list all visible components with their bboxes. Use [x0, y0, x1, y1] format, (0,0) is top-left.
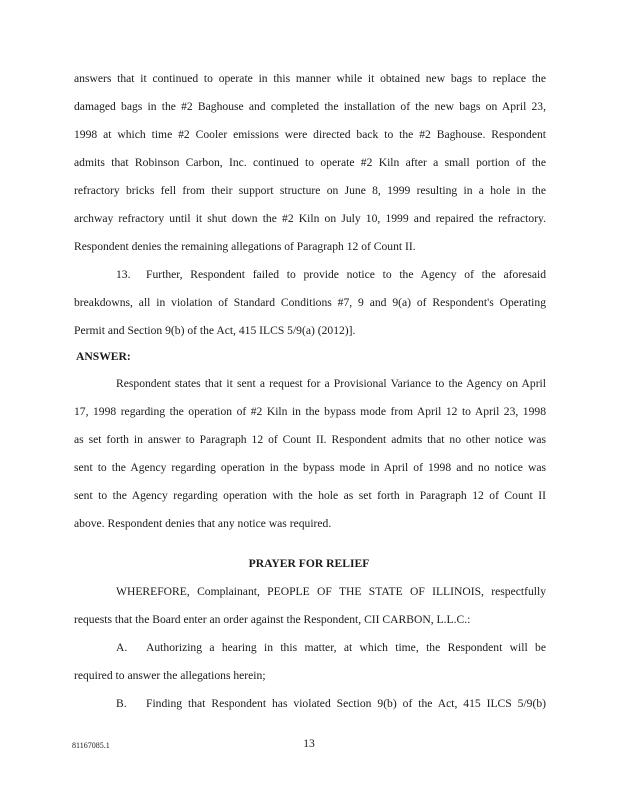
body-line: Authorizing a hearing in this matter, at which time, the Respondent will be	[146, 641, 546, 654]
body-line: archway refractory until it shut down the #2 Kiln on July 10, 1999 and repaired the refractory.	[74, 212, 546, 225]
body-line: above. Respondent denies that any notice was required.	[74, 517, 332, 530]
body-line: Permit and Section 9(b) of the Act, 415 ILCS 5/9(a) (2012)].	[74, 324, 356, 337]
body-line: 1998 at which time #2 Cooler emissions were directed back to the #2 Baghouse. Respondent	[74, 128, 546, 141]
body-line: as set forth in answer to Paragraph 12 of Count II. Respondent admits that no other notice was	[74, 433, 546, 446]
body-line: requests that the Board enter an order against the Respondent, CII CARBON, L.L.C.:	[74, 613, 471, 626]
paragraph-number: 13.	[116, 268, 131, 281]
body-line: 17, 1998 regarding the operation of #2 Kiln in the bypass mode from April 12 to April 23, 1998	[74, 405, 546, 418]
body-line: WHEREFORE, Complainant, PEOPLE OF THE STATE OF ILLINOIS, respectfully	[116, 585, 546, 598]
item-letter: B.	[116, 697, 127, 710]
body-line: admits that Robinson Carbon, Inc. continued to operate #2 Kiln after a small portion of the	[74, 156, 546, 169]
item-letter: A.	[116, 641, 128, 654]
body-line: sent to the Agency regarding operation with the hole as set forth in Paragraph 12 of Count II	[74, 489, 546, 502]
body-line: sent to the Agency regarding operation in the bypass mode in April of 1998 and no notice was	[74, 461, 546, 474]
body-line: Further, Respondent failed to provide notice to the Agency of the aforesaid	[146, 268, 546, 281]
page-number: 13	[303, 737, 315, 750]
body-line: breakdowns, all in violation of Standard Conditions #7, 9 and 9(a) of Respondent's Operating	[74, 296, 546, 309]
body-line: Respondent states that it sent a request for a Provisional Variance to the Agency on April	[116, 377, 546, 390]
answer-heading: ANSWER:	[76, 350, 131, 363]
body-line: Respondent denies the remaining allegations of Paragraph 12 of Count II.	[74, 240, 416, 253]
body-line: required to answer the allegations herein;	[74, 669, 266, 682]
body-line: refractory bricks fell from their support structure on June 8, 1999 resulting in a hole in the	[74, 184, 546, 197]
body-line: damaged bags in the #2 Baghouse and completed the installation of the new bags on April 23,	[74, 100, 546, 113]
body-line: Finding that Respondent has violated Section 9(b) of the Act, 415 ILCS 5/9(b)	[146, 697, 546, 710]
body-line: answers that it continued to operate in this manner while it obtained new bags to replace the	[74, 72, 546, 85]
prayer-heading: PRAYER FOR RELIEF	[248, 557, 370, 570]
document-id: 81167085.1	[72, 741, 110, 750]
